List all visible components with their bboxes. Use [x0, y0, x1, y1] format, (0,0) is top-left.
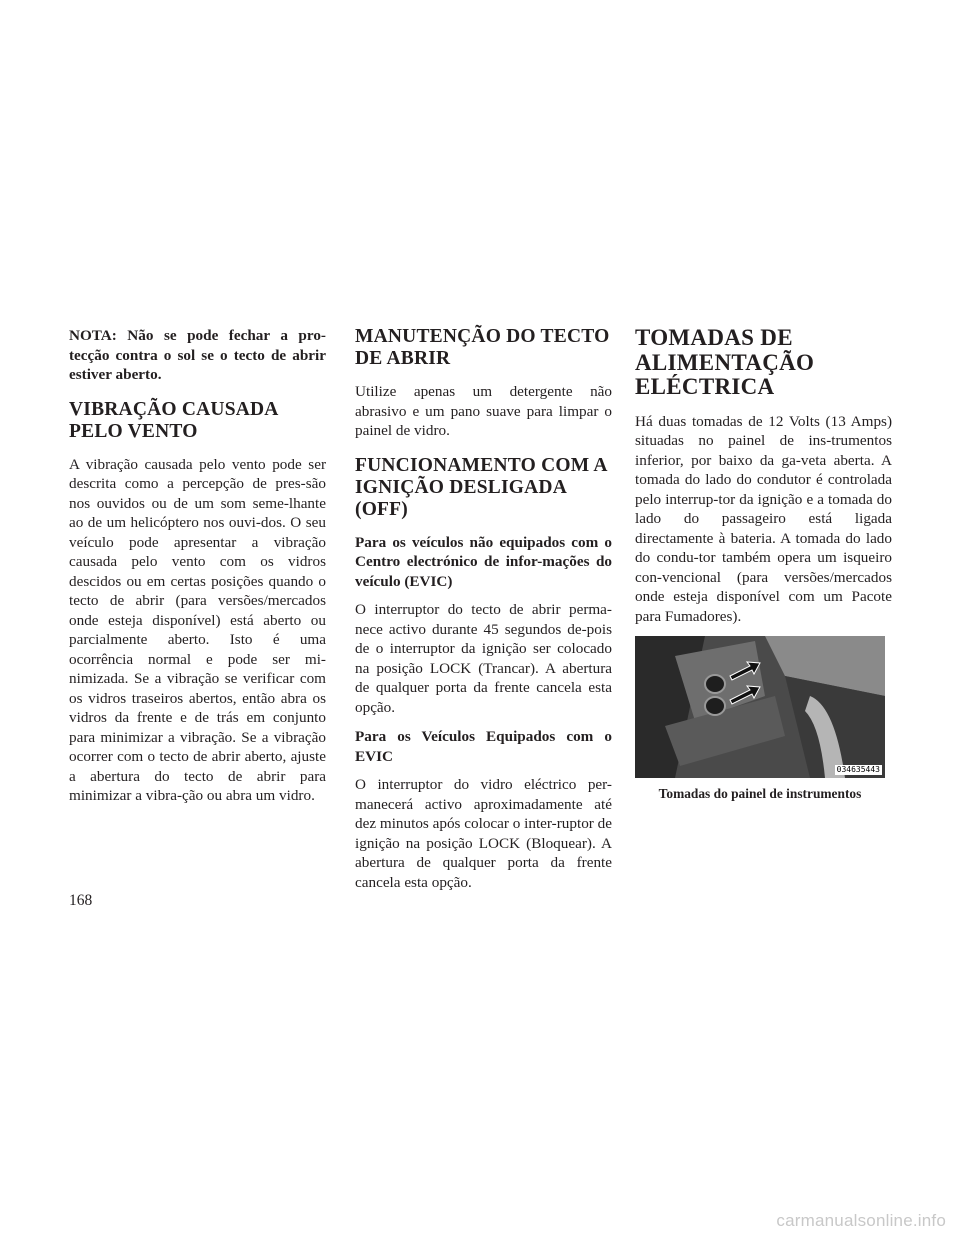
- heading-line: FUNCIONAMENTO COM A: [355, 454, 608, 476]
- heading-ignition-off-operation: [355, 455, 612, 521]
- column-middle: [355, 326, 612, 902]
- column-left: [69, 326, 326, 816]
- subheading-without-evic: Para os veículos não equipados com o Centro electrónico de infor-mações do veículo (EVIC): [355, 533, 612, 590]
- outlets-illustration: [635, 636, 885, 778]
- figure-code: 034635443: [836, 765, 880, 774]
- watermark: carmanualsonline.info: [776, 1211, 946, 1230]
- heading-line: ALIMENTAÇÃO: [635, 349, 815, 375]
- page-number: 168: [69, 892, 93, 909]
- heading-line: VIBRAÇÃO CAUSADA: [69, 398, 279, 420]
- heading-sunroof-maintenance: [355, 326, 612, 370]
- subheading-with-evic: Para os Veículos Equipados com o EVIC: [355, 728, 612, 765]
- note-paragraph: NOTA: Não se pode fechar a pro-tecção contra o sol se o tecto de abrir estiver aberto.: [69, 327, 326, 383]
- heading-line: ELÉCTRICA: [635, 374, 775, 399]
- without-evic-paragraph: O interruptor do tecto de abrir perma-nece activo durante 45 segundos de-pois de o interruptor da ignição ser colocado na posição LOCK (Trancar). A abertura de qualquer porta da frente cancela esta opção.: [355, 601, 612, 716]
- heading-wind-buffeting: [69, 399, 326, 443]
- heading-power-outlets: [635, 326, 892, 400]
- instrument-panel-outlets-photo: [635, 636, 885, 778]
- heading-line: IGNIÇÃO DESLIGADA: [355, 476, 567, 498]
- wind-buffeting-paragraph: A vibração causada pelo vento pode ser descrita como a percepção de pres-são nos ouvidos ou de um som seme-lhante ao de um helicóptero nos ouvi-dos. O seu veículo pode apresentar a vibração causada pelo vento com os vidros descidos ou em certas posições quando o tecto de abrir (para versões/mercados onde esteja disponível) está aberto ou parcialmente aberto. Isto é uma ocorrência normal e pode ser mi-nimizada. Se a vibração se verificar com os vidros traseiros abertos, então abra os vidros da frente e de trás em conjunto para minimizar a vibração. Se a vibração ocorrer com o tecto de abrir aberto, ajuste a abertura do tecto de abrir para minimizar a vibra-ção ou abra um vidro.: [69, 455, 326, 804]
- heading-line: MANUTENÇÃO DO TECTO: [355, 326, 610, 347]
- heading-line: TOMADAS DE: [635, 325, 793, 350]
- power-outlets-paragraph: Há duas tomadas de 12 Volts (13 Amps) situadas no painel de ins-trumentos inferior, por baixo da ga-veta aberta. A tomada do lado do condutor é controlada pelo interrup-tor da ignição e a tomada do lado do passageiro está ligada directamente à bateria. A tomada do lado do condu-tor também opera um isqueiro con-vencional (para versões/mercados onde esteja disponível com um Pacote para Fumadores).: [635, 412, 892, 625]
- heading-line: PELO VENTO: [69, 420, 198, 442]
- column-right: [635, 326, 892, 802]
- with-evic-paragraph: O interruptor do vidro eléctrico per-manecerá activo aproximadamente até dez minutos após colocar o inter-ruptor de ignição na posição LOCK (Bloquear). A abertura de qualquer porta da frente cancela esta opção.: [355, 776, 612, 891]
- heading-line: DE ABRIR: [355, 348, 451, 369]
- heading-line: (OFF): [355, 498, 408, 520]
- figure-caption: Tomadas do painel de instrumentos: [658, 786, 862, 801]
- sunroof-maintenance-paragraph: Utilize apenas um detergente não abrasivo e um pano suave para limpar o painel de vidro.: [355, 383, 612, 439]
